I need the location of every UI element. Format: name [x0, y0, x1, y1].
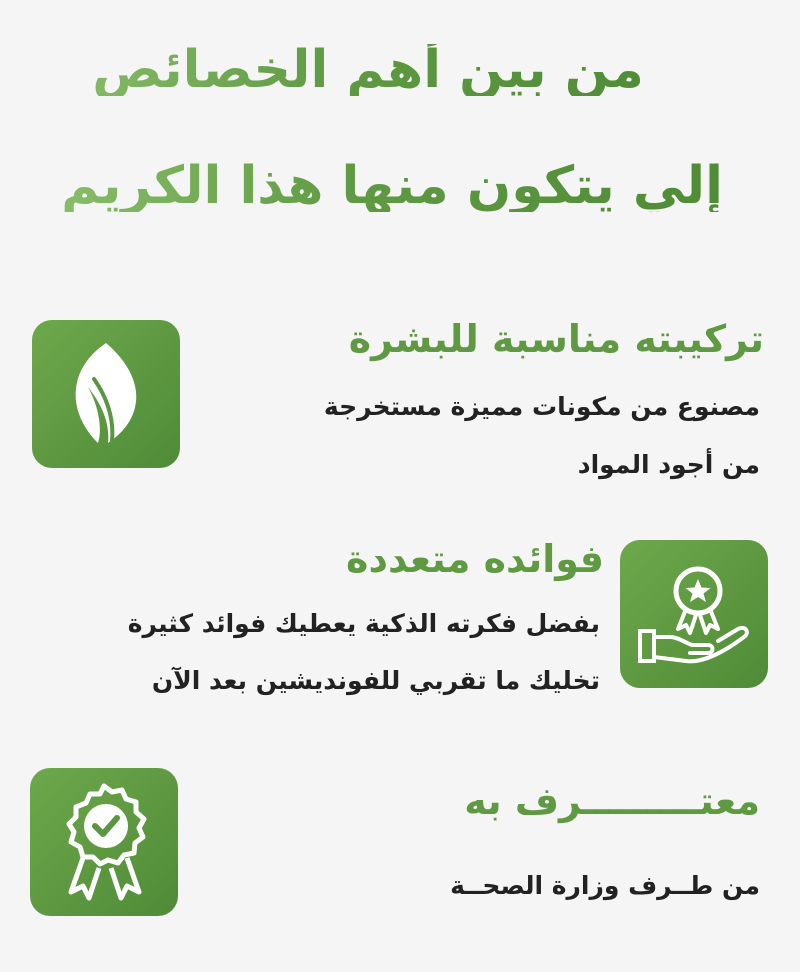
feature-text-benefits-1: بفضل فكرته الذكية يعطيك فوائد كثيرة	[127, 609, 600, 638]
headline-line-1: من بين أهم الخصائص	[28, 44, 708, 96]
certified-badge-icon	[49, 780, 159, 904]
certified-badge-icon-tile	[30, 768, 178, 916]
headline-line-2: إلي يتكون منها هذا الكريم	[22, 160, 762, 212]
feature-title-certified: معتـــــــــرف به	[464, 779, 760, 823]
feature-title-skin: تركيبته مناسبة للبشرة	[348, 317, 764, 361]
feature-text-certified-1: من طــرف وزارة الصحــة	[450, 871, 760, 900]
award-hand-icon	[634, 559, 754, 669]
leaf-icon-tile	[32, 320, 180, 468]
award-hand-icon-tile	[620, 540, 768, 688]
feature-text-benefits-2: تخليك ما تقربي للفونديشين بعد الآن	[151, 666, 600, 695]
leaf-icon	[58, 339, 154, 449]
feature-title-benefits: فوائده متعددة	[346, 537, 604, 581]
feature-text-skin-2: من أجود المواد	[577, 450, 760, 479]
feature-text-skin-1: مصنوع من مكونات مميزة مستخرجة	[323, 392, 760, 421]
